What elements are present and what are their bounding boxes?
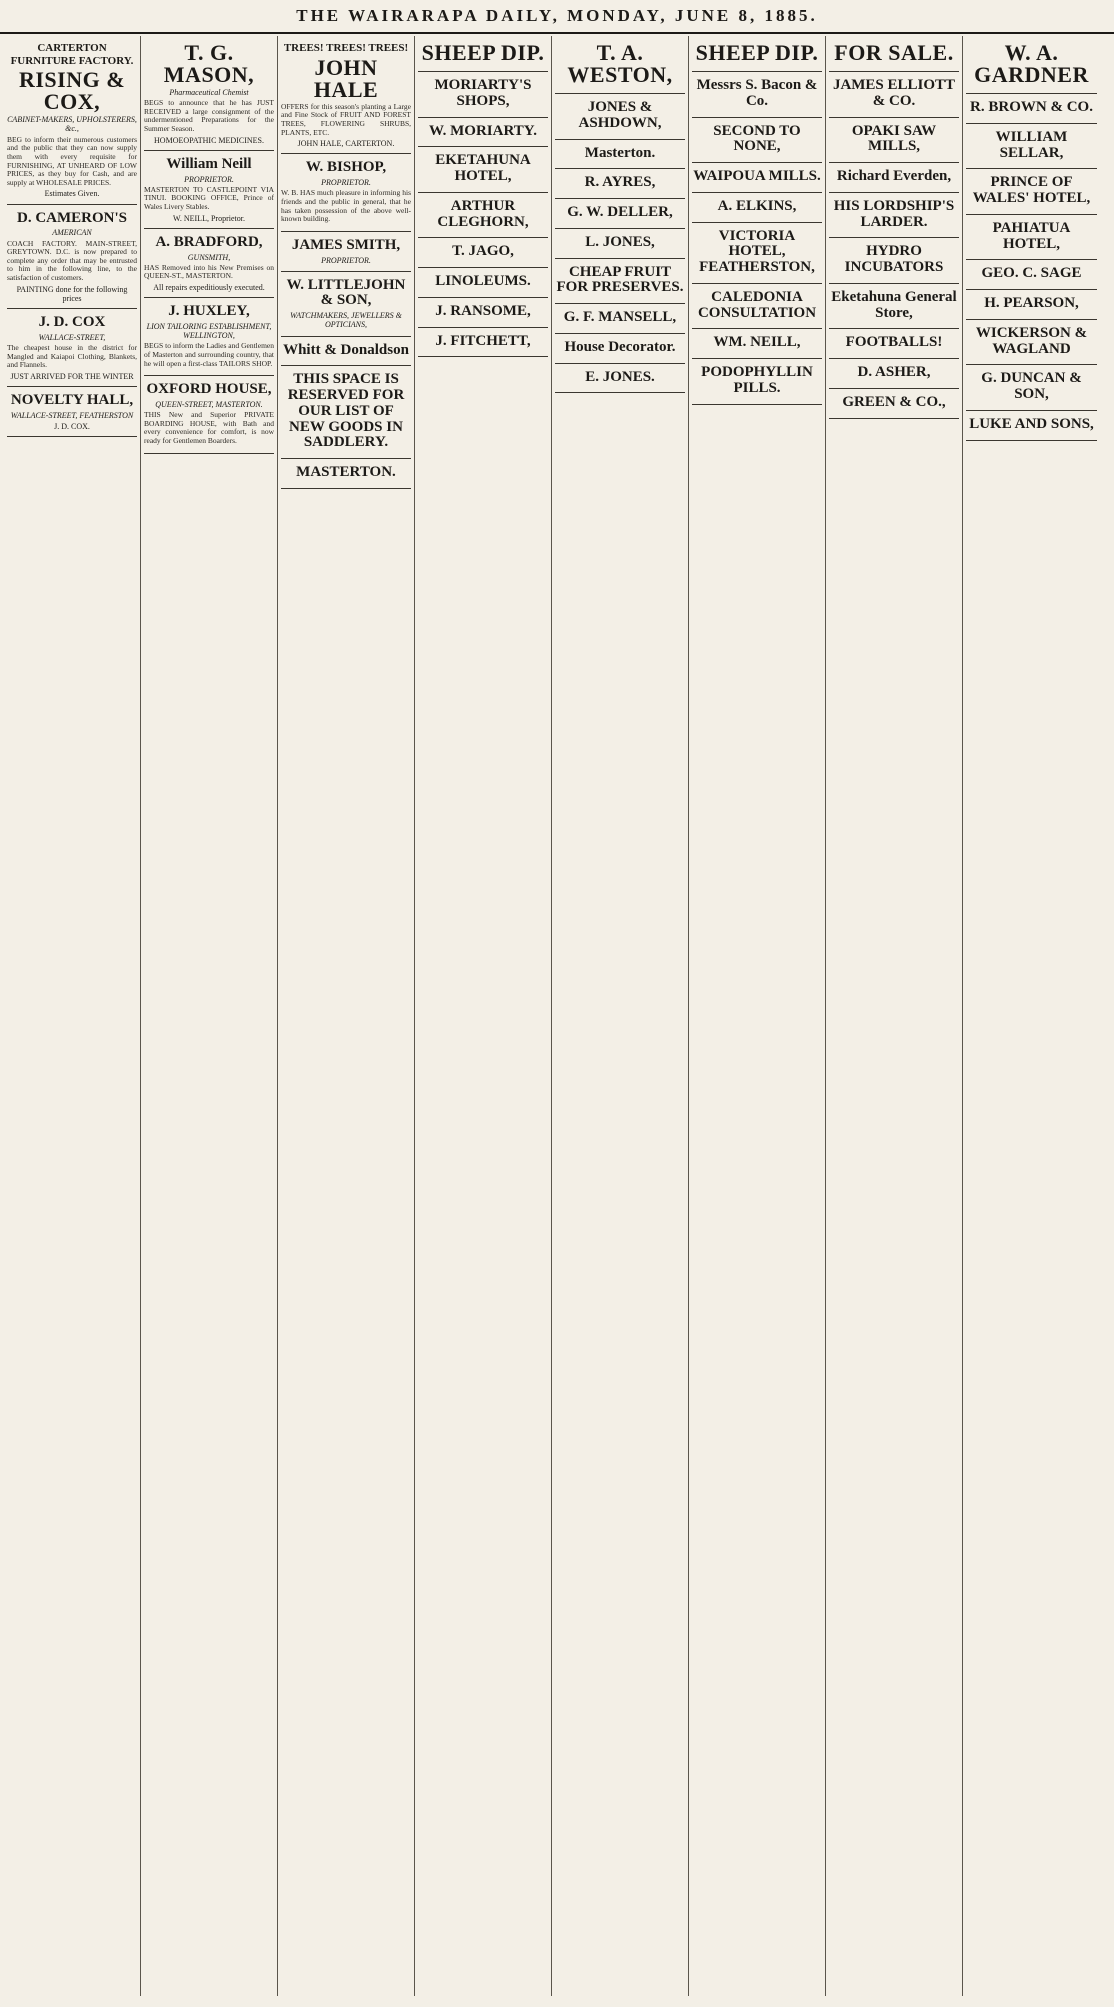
advertisement — [281, 459, 411, 489]
ad-title: LUKE AND SONS, — [969, 415, 1094, 432]
advertisement — [692, 36, 822, 72]
ad-title: WICKERSON & WAGLAND — [975, 324, 1088, 357]
ad-title: GREEN & CO., — [842, 393, 946, 410]
advertisement — [692, 72, 822, 118]
ad-title: CHEAP FRUIT FOR PRESERVES. — [556, 263, 684, 296]
ad-body: MASTERTON TO CASTLEPOINT VIA TINUI. BOOKING OFFICE, Prince of Wales Livery Stables. — [144, 184, 274, 212]
advertisement — [418, 147, 548, 193]
ad-title: JONES & ASHDOWN, — [578, 99, 662, 131]
advertisement — [692, 223, 822, 284]
advertisement — [692, 163, 822, 193]
ad-foot: JUST ARRIVED FOR THE WINTER — [10, 371, 134, 381]
ad-sub: WALLACE-STREET, FEATHERSTON — [10, 410, 134, 420]
ad-foot: J. D. COX. — [54, 421, 90, 431]
ad-title: JOHN HALE — [313, 54, 379, 102]
column-6 — [689, 36, 826, 1996]
advertisement — [555, 94, 685, 140]
ad-title: HYDRO INCUBATORS — [844, 243, 944, 275]
ad-title: LINOLEUMS. — [435, 273, 531, 289]
advertisement — [418, 72, 548, 118]
ad-foot: PAINTING done for the following prices — [16, 284, 128, 303]
ad-title: MORIARTY'S SHOPS, — [434, 77, 532, 109]
ad-title: W. A. GARDNER — [974, 40, 1089, 87]
ad-sub: WALLACE-STREET, — [38, 332, 106, 342]
ad-title: NOVELTY HALL, — [10, 392, 134, 409]
column-1 — [4, 36, 141, 1996]
ad-body: THIS New and Superior PRIVATE BOARDING HOUSE, with Bath and every convenience for comfort, is now ready for Gentlemen Boarders. — [144, 410, 274, 446]
advertisement — [966, 124, 1097, 170]
ad-title: OXFORD HOUSE, — [146, 381, 272, 398]
advertisement — [7, 36, 137, 205]
ad-title: H. PEARSON, — [984, 295, 1079, 311]
ad-title: Messrs S. Bacon & Co. — [696, 77, 818, 109]
ad-title: J. FITCHETT, — [435, 332, 531, 349]
ad-title: A. ELKINS, — [717, 197, 797, 214]
advertisement — [418, 328, 548, 358]
ad-title: EKETAHUNA HOTEL, — [435, 152, 531, 184]
advertisement — [281, 154, 411, 231]
ad-title: VICTORIA HOTEL, FEATHERSTON, — [699, 227, 815, 275]
advertisement — [829, 163, 959, 193]
ad-title: Richard Everden, — [836, 168, 952, 184]
ad-body: BEGS to announce that he has JUST RECEIVED a large consignment of the undermentioned Preparations for the Summer Season. — [144, 98, 274, 134]
advertisement — [829, 118, 959, 164]
ad-title: W. MORIARTY. — [429, 122, 537, 139]
ad-foot: JOHN HALE, CARTERTON. — [297, 139, 395, 149]
advertisement — [555, 199, 685, 229]
ad-title: L. JONES, — [585, 233, 655, 250]
column-2 — [141, 36, 278, 1996]
ad-title: Eketahuna General Store, — [831, 288, 957, 321]
ad-title: HIS LORDSHIP'S LARDER. — [833, 197, 955, 230]
ad-title: Masterton. — [584, 144, 656, 161]
ad-title: ARTHUR CLEGHORN, — [437, 197, 529, 230]
ad-sub: Pharmaceutical Chemist — [169, 88, 249, 97]
advertisement — [829, 359, 959, 389]
advertisement — [418, 238, 548, 268]
ad-title: PRINCE OF WALES' HOTEL, — [972, 174, 1091, 206]
ad-sub: QUEEN-STREET, MASTERTON. — [155, 400, 263, 409]
ad-body: BEGS to inform the Ladies and Gentlemen of Masterton and surrounding country, that he will open a first-class TAILORS SHOP. — [144, 341, 274, 368]
advertisement — [281, 36, 411, 154]
ad-title: PAHIATUA HOTEL, — [992, 219, 1071, 252]
advertisement — [829, 36, 959, 72]
ad-title: Whitt & Donaldson — [283, 341, 409, 358]
ad-title: GEO. C. SAGE — [981, 265, 1082, 282]
advertisement — [555, 334, 685, 364]
advertisement — [144, 376, 274, 453]
advertisement — [144, 298, 274, 376]
ad-sub: PROPRIETOR. — [321, 255, 371, 265]
ad-title: J. HUXLEY, — [168, 303, 250, 320]
ad-title: JAMES ELLIOTT & CO. — [832, 77, 956, 109]
ad-title: SECOND TO NONE, — [713, 122, 801, 155]
advertisement — [829, 284, 959, 330]
advertisement — [555, 304, 685, 334]
ad-title: SHEEP DIP. — [421, 40, 545, 65]
ad-title: W. BISHOP, — [305, 159, 387, 176]
ad-title: R. BROWN & CO. — [970, 99, 1093, 115]
advertisement — [7, 309, 137, 387]
advertisement — [418, 268, 548, 298]
advertisement — [281, 272, 411, 337]
advertisement — [829, 389, 959, 419]
ad-title: D. CAMERON'S — [16, 209, 127, 226]
advertisement — [555, 169, 685, 199]
ad-sub: LION TAILORING ESTABLISHMENT, WELLINGTON, — [146, 322, 272, 341]
page-title: THE WAIRARAPA DAILY, MONDAY, JUNE 8, 1885. — [0, 0, 1114, 34]
ad-title: House Decorator. — [564, 338, 676, 355]
advertisement — [555, 229, 685, 259]
ad-title: W. LITTLEJOHN & SON, — [286, 276, 406, 309]
column-4 — [415, 36, 552, 1996]
advertisement — [144, 229, 274, 298]
ad-title: T. G. MASON, — [163, 40, 255, 87]
ad-title: SHEEP DIP. — [695, 40, 819, 65]
ad-title: THIS SPACE IS RESERVED FOR OUR LIST OF NEW GOODS IN SADDLERY. — [287, 371, 405, 451]
advertisement — [144, 36, 274, 151]
ad-title: R. AYRES, — [584, 174, 656, 191]
ad-foot: Estimates Given. — [44, 189, 100, 199]
advertisement — [692, 118, 822, 164]
ad-title: CALEDONIA CONSULTATION — [697, 288, 817, 321]
advertisement — [829, 72, 959, 118]
ad-body: COACH FACTORY. MAIN-STREET, GREYTOWN. D.C. is now prepared to complete any order that may be entrusted to him in the following line, to the satisfaction of customers. — [7, 238, 137, 283]
advertisement — [692, 284, 822, 330]
ad-title: A. BRADFORD, — [155, 233, 263, 250]
advertisement — [7, 205, 137, 309]
advertisement — [829, 193, 959, 239]
advertisement — [7, 387, 137, 437]
ad-body: HAS Removed into his New Premises on QUEEN-ST., MASTERTON. — [144, 262, 274, 281]
ad-body: W. B. HAS much pleasure in informing his friends and the public in general, that he has taken possession of the above well-known building. — [281, 188, 411, 224]
advertisement — [418, 36, 548, 72]
ad-sub: WATCHMAKERS, JEWELLERS & OPTICIANS, — [290, 311, 402, 330]
ad-title: MASTERTON. — [296, 464, 396, 481]
ad-foot: HOMOEOPATHIC MEDICINES. — [154, 135, 264, 145]
advertisement — [829, 238, 959, 284]
ad-title: G. F. MANSELL, — [563, 309, 677, 325]
ad-title: RISING & COX, — [18, 67, 126, 115]
advertisement — [966, 169, 1097, 215]
ad-title: FOOTBALLS! — [845, 334, 943, 351]
advertisement — [966, 365, 1097, 411]
ad-title: WILLIAM SELLAR, — [995, 128, 1068, 161]
advertisement — [966, 215, 1097, 261]
ad-title: D. ASHER, — [857, 364, 931, 380]
advertisement — [692, 329, 822, 359]
advertisement — [966, 94, 1097, 124]
ad-title: G. DUNCAN & SON, — [981, 370, 1082, 402]
ad-sub: AMERICAN — [52, 228, 92, 238]
ad-body: BEG to inform their numerous customers and the public that they can now supply them with every requisite for FURNISHING, AT UNHEARD OF LOW PRICES, as they buy for Cash, and are supply at WHOLESALE PRICES. — [7, 134, 137, 187]
advertisement — [281, 337, 411, 367]
advertisement — [555, 140, 685, 170]
ad-title: FOR SALE. — [834, 40, 954, 65]
ad-kicker: CARTERTON FURNITURE FACTORY. — [10, 42, 134, 67]
ad-title: J. RANSOME, — [435, 302, 531, 319]
ad-title: OPAKI SAW MILLS, — [851, 122, 937, 155]
advertisement — [281, 232, 411, 272]
ad-title: JAMES SMITH, — [291, 236, 401, 253]
advertisement — [281, 366, 411, 459]
advertisement — [555, 259, 685, 305]
advertisement — [692, 359, 822, 405]
ad-sub: PROPRIETOR. — [321, 178, 371, 188]
ad-title: G. W. DELLER, — [567, 204, 673, 220]
ad-sub: PROPRIETOR. — [184, 174, 234, 184]
ad-title: WAIPOUA MILLS. — [693, 168, 821, 184]
advertisement — [418, 193, 548, 239]
advertisement — [144, 151, 274, 229]
ad-title: William Neill — [166, 155, 252, 172]
ad-kicker: TREES! TREES! TREES! — [283, 42, 409, 54]
advertisement — [555, 36, 685, 94]
ad-title: J. D. COX — [38, 314, 106, 331]
ad-title: WM. NEILL, — [713, 334, 801, 351]
ad-body: The cheapest house in the district for Mangled and Kaiapoi Clothing, Blankets, and Flannels. — [7, 342, 137, 370]
advertisement — [418, 118, 548, 148]
column-3 — [278, 36, 415, 1996]
advertisement — [966, 320, 1097, 366]
column-5 — [552, 36, 689, 1996]
advertisement — [966, 260, 1097, 290]
advertisement — [555, 364, 685, 394]
ad-title: PODOPHYLLIN PILLS. — [701, 364, 813, 396]
ad-sub: GUNSMITH, — [187, 252, 231, 262]
advertisement — [966, 411, 1097, 441]
advertisement — [829, 329, 959, 359]
advertisement-columns — [4, 36, 1110, 1996]
advertisement — [966, 290, 1097, 320]
ad-foot: W. NEILL, Proprietor. — [173, 213, 245, 223]
ad-sub: CABINET-MAKERS, UPHOLSTERERS, &c., — [7, 115, 137, 134]
ad-title: T. JAGO, — [452, 243, 514, 260]
ad-body: OFFERS for this season's planting a Large and Fine Stock of FRUIT AND FOREST TREES, FLOWERING SHRUBS, PLANTS, ETC. — [281, 101, 411, 137]
column-8 — [963, 36, 1100, 1996]
ad-foot: All repairs expeditiously executed. — [153, 283, 265, 293]
advertisement — [966, 36, 1097, 94]
column-7 — [826, 36, 963, 1996]
advertisement — [418, 298, 548, 328]
ad-title: T. A. WESTON, — [567, 40, 673, 87]
advertisement — [692, 193, 822, 223]
ad-title: E. JONES. — [585, 368, 655, 385]
